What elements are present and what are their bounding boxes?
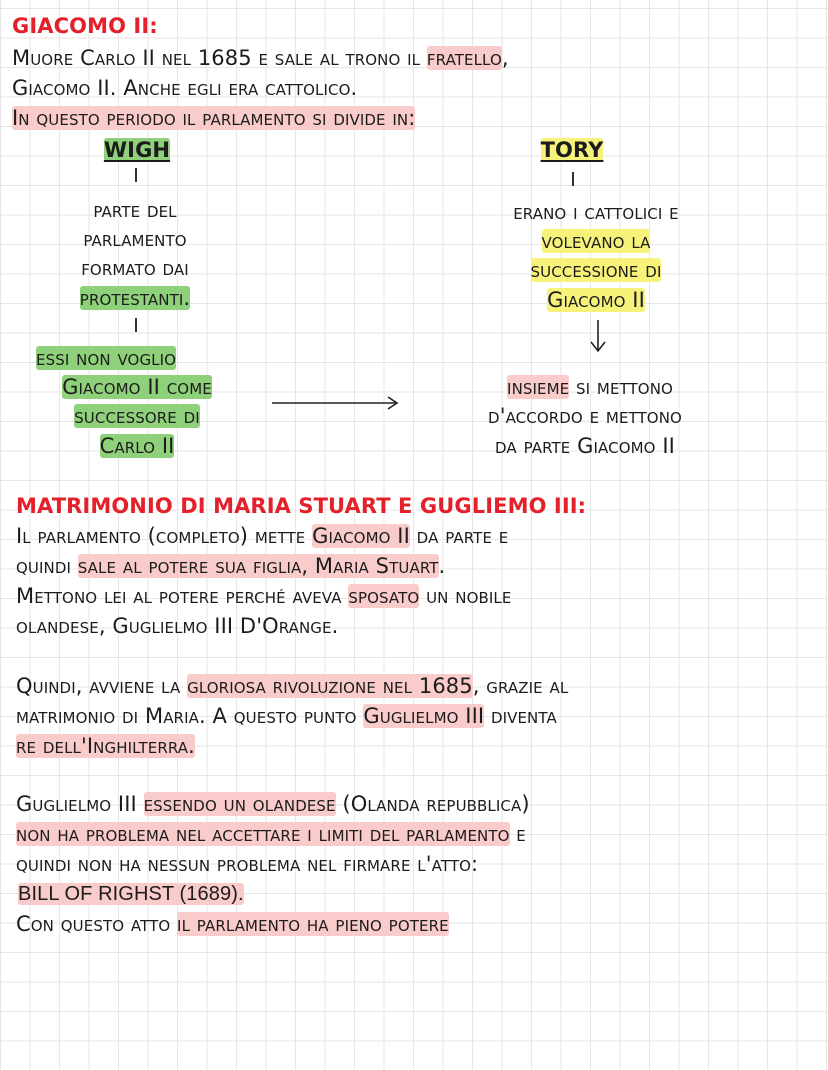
text: , grazie al: [472, 674, 569, 698]
bill-of-rights-line: [18, 880, 244, 908]
text: Mettono lei al potere perché aveva: [16, 584, 349, 608]
text: quindi: [16, 554, 78, 578]
text: da parte e: [409, 524, 509, 548]
section-title-matrimonio: MATRIMONIO DI MARIA STUART E GUGLIEMO III:: [16, 494, 587, 518]
wigh-effect: [20, 402, 254, 430]
wigh-title: [100, 136, 174, 164]
wigh-label: WIGH: [103, 138, 171, 162]
highlight-text: protestanti.: [79, 286, 191, 310]
text: Quindi, avviene la: [16, 674, 188, 698]
highlight-text: In questo periodo il parlamento si divide in:: [12, 106, 416, 130]
text-line: quindi non ha nessun problema nel firmare l'atto:: [16, 852, 479, 876]
highlight-text: re dell'Inghilterra.: [16, 734, 195, 758]
tory-title: [534, 136, 610, 164]
tory-result: d'accordo e mettono: [488, 404, 682, 428]
highlight-text: volevano la: [541, 229, 651, 253]
connector-line: [135, 168, 137, 182]
section-title-giacomo: GIACOMO II:: [12, 14, 158, 38]
text: Guglielmo III: [16, 792, 144, 816]
tory-desc: [460, 256, 732, 284]
text-line: [16, 732, 195, 760]
text: matrimonio di Maria. A questo punto: [16, 704, 364, 728]
highlight-text: Giacomo II: [547, 288, 645, 312]
text-line: olandese, Guglielmo III D'Orange.: [16, 614, 339, 638]
highlight-text: essendo un olandese: [143, 792, 336, 816]
text: .: [438, 554, 446, 578]
text: si mettono: [569, 375, 673, 399]
text-line: [12, 44, 509, 72]
highlight-text: successore di: [74, 404, 200, 428]
text: (Olanda repubblica): [335, 792, 530, 816]
tory-desc: [460, 286, 732, 314]
wigh-desc: parlamento: [83, 227, 187, 251]
connector-line: [135, 318, 137, 332]
text-line: [16, 702, 557, 730]
highlight-text: il parlamento ha pieno potere: [177, 912, 449, 936]
text-line: [16, 552, 445, 580]
tory-label: TORY: [540, 138, 604, 162]
text: un nobile: [419, 584, 512, 608]
text-line: [16, 582, 511, 610]
highlight-text: Carlo II: [99, 434, 175, 458]
tory-desc: erano i cattolici e: [513, 200, 679, 224]
text-line: [16, 522, 508, 550]
text-line: Giacomo II. Anche egli era cattolico.: [12, 76, 358, 100]
wigh-desc: parte del: [93, 198, 177, 222]
highlight-text: fratello: [426, 46, 502, 70]
highlight-text: essi non voglio: [36, 346, 177, 370]
wigh-effect: [20, 432, 254, 460]
connector-line: [572, 172, 574, 186]
text-line: [16, 672, 568, 700]
text: diventa: [484, 704, 557, 728]
wigh-effect: [36, 344, 176, 372]
text: Il parlamento (completo) mette: [16, 524, 313, 548]
tory-result: da parte Giacomo II: [495, 434, 675, 458]
highlight-text: sposato: [348, 584, 420, 608]
arrow-down-icon: [588, 318, 608, 354]
tory-result: [440, 373, 740, 401]
text-line: [16, 910, 449, 938]
wigh-effect: [20, 373, 254, 401]
tory-desc: [460, 227, 732, 255]
highlight-text: non ha problema nel accettare i limiti del parlamento: [16, 822, 510, 846]
highlight-text: insieme: [507, 375, 570, 399]
text-line: [12, 104, 415, 132]
highlight-text: Guglielmo III: [363, 704, 485, 728]
highlight-text: gloriosa rivoluzione nel 1685: [187, 674, 473, 698]
highlight-text: Giacomo II come: [62, 375, 212, 399]
text: Muore Carlo II nel 1685 e sale al trono il: [12, 46, 427, 70]
highlight-text: sale al potere sua figlia, Maria Stuart: [77, 554, 439, 578]
text-line: [16, 790, 530, 818]
text-line: [16, 820, 526, 848]
text: e: [509, 822, 526, 846]
highlight-text: successione di: [530, 258, 662, 282]
highlight-text: Giacomo II: [312, 524, 410, 548]
text: Con questo atto: [16, 912, 178, 936]
wigh-desc: formato dai: [81, 256, 189, 280]
wigh-desc: [30, 284, 240, 312]
text: ,: [501, 46, 509, 70]
highlight-text: BILL OF RIGHST (1689).: [18, 883, 244, 905]
arrow-right-icon: [270, 394, 402, 412]
